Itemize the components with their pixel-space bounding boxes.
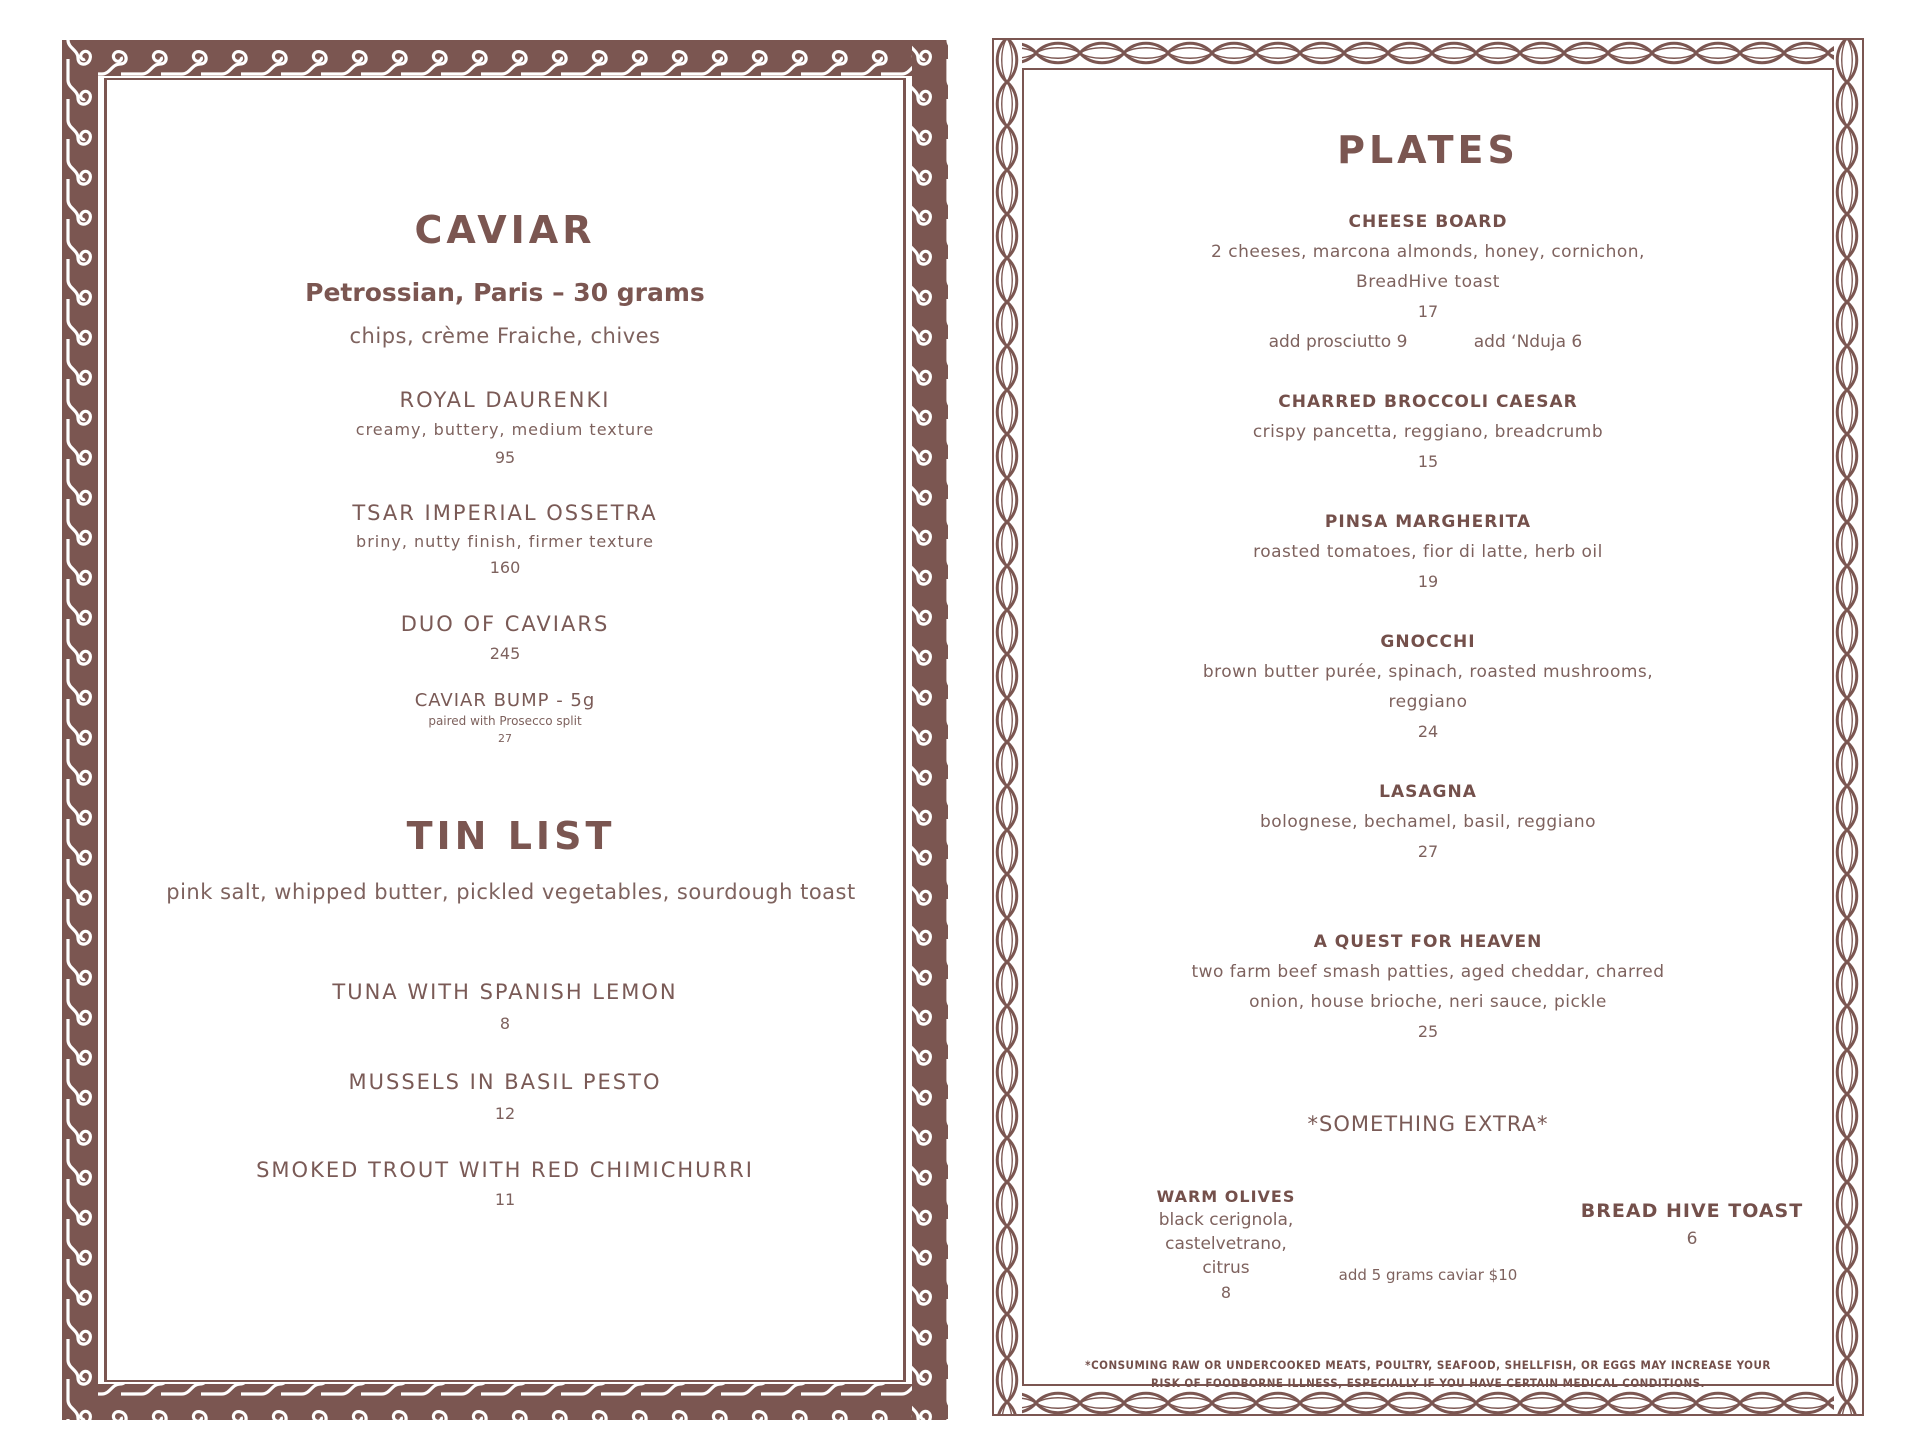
- caviar-item-name: DUO OF CAVIARS: [400, 612, 610, 636]
- caviar-heading: CAVIAR: [414, 208, 596, 252]
- food-safety-disclaimer: *CONSUMING RAW OR UNDERCOOKED MEATS, POULTRY, SEAFOOD, SHELLFISH, OR EGGS MAY INCREASE YOUR: [1085, 1358, 1771, 1372]
- bread-hive-toast-item: [1572, 1198, 1812, 1254]
- plate-name: CHARRED BROCCOLI CAESAR: [1278, 392, 1578, 412]
- plate-name: CHEESE BOARD: [1348, 212, 1508, 232]
- extra-name: WARM OLIVES: [1156, 1187, 1296, 1206]
- tin-list-accompaniments: pink salt, whipped butter, pickled vegetables, sourdough toast: [166, 880, 856, 904]
- extra-description: castelvetrano,: [1165, 1234, 1287, 1254]
- extra-description: black cerignola,: [1158, 1210, 1294, 1230]
- plate-description: brown butter purée, spinach, roasted mushrooms,: [1202, 662, 1654, 682]
- tin-item-price: 12: [494, 1104, 516, 1123]
- plate-price: 15: [1417, 452, 1439, 471]
- plate-description: onion, house brioche, neri sauce, pickle: [1249, 992, 1607, 1012]
- plates-heading: PLATES: [1337, 128, 1519, 172]
- extra-price: 6: [1686, 1229, 1698, 1249]
- plates-menu-content: [1026, 72, 1830, 1390]
- tin-item-name: TUNA WITH SPANISH LEMON: [332, 980, 678, 1004]
- food-safety-disclaimer: RISK OF FOODBORNE ILLNESS, ESPECIALLY IF YOU HAVE CERTAIN MEDICAL CONDITIONS.: [1150, 1376, 1705, 1390]
- plate-name: A QUEST FOR HEAVEN: [1313, 932, 1543, 952]
- extra-description: citrus: [1202, 1258, 1250, 1278]
- plate-description: crispy pancetta, reggiano, breadcrumb: [1252, 422, 1604, 442]
- caviar-item-name: TSAR IMPERIAL OSSETRA: [352, 501, 658, 525]
- caviar-brand: Petrossian, Paris – 30 grams: [305, 278, 705, 307]
- tin-item-name: SMOKED TROUT WITH RED CHIMICHURRI: [256, 1158, 754, 1182]
- plate-price: 25: [1417, 1022, 1439, 1041]
- caviar-menu-page: [62, 40, 948, 1420]
- tin-item-price: 11: [494, 1190, 516, 1209]
- plate-name: GNOCCHI: [1380, 632, 1476, 652]
- caviar-item-description: creamy, buttery, medium texture: [355, 420, 655, 439]
- caviar-addon-note: add 5 grams caviar $10: [1338, 1266, 1518, 1284]
- caviar-item-price: 245: [489, 644, 521, 663]
- plate-addon: add prosciutto 9: [1268, 332, 1408, 352]
- caviar-item-description: briny, nutty finish, firmer texture: [356, 532, 654, 551]
- plate-description: two farm beef smash patties, aged cheddar, charred: [1191, 962, 1665, 982]
- plates-menu-page: [992, 38, 1864, 1416]
- caviar-accompaniments: chips, crème Fraiche, chives: [349, 324, 661, 348]
- plate-description: reggiano: [1388, 692, 1468, 712]
- plate-description: 2 cheeses, marcona almonds, honey, cornichon,: [1211, 242, 1645, 262]
- plate-description: BreadHive toast: [1356, 272, 1500, 292]
- caviar-item-name: ROYAL DAURENKI: [399, 388, 611, 412]
- plate-price: 19: [1417, 572, 1439, 591]
- plate-price: 27: [1417, 842, 1439, 861]
- extra-name: BREAD HIVE TOAST: [1580, 1200, 1804, 1222]
- plate-name: PINSA MARGHERITA: [1324, 512, 1532, 532]
- caviar-item-name: CAVIAR BUMP - 5g: [414, 690, 596, 711]
- caviar-item-price: 160: [489, 558, 521, 577]
- plate-description: roasted tomatoes, fior di latte, herb oil: [1253, 542, 1603, 562]
- plate-name: LASAGNA: [1379, 782, 1477, 802]
- plate-price: 17: [1417, 302, 1439, 321]
- tin-item-price: 8: [499, 1014, 511, 1033]
- plate-addon: add ‘Nduja 6: [1473, 332, 1583, 352]
- extra-price: 8: [1220, 1283, 1232, 1302]
- warm-olives-item: [1136, 1186, 1316, 1306]
- plate-price: 24: [1417, 722, 1439, 741]
- caviar-menu-content: [107, 80, 903, 1380]
- tin-item-name: MUSSELS IN BASIL PESTO: [348, 1070, 662, 1094]
- tin-list-heading: TIN LIST: [406, 814, 616, 858]
- something-extra-heading: *SOMETHING EXTRA*: [1307, 1112, 1549, 1136]
- caviar-item-description: paired with Prosecco split: [428, 714, 582, 728]
- plate-description: bolognese, bechamel, basil, reggiano: [1259, 812, 1597, 832]
- caviar-item-price: 95: [494, 448, 516, 467]
- caviar-item-price: 27: [498, 732, 512, 745]
